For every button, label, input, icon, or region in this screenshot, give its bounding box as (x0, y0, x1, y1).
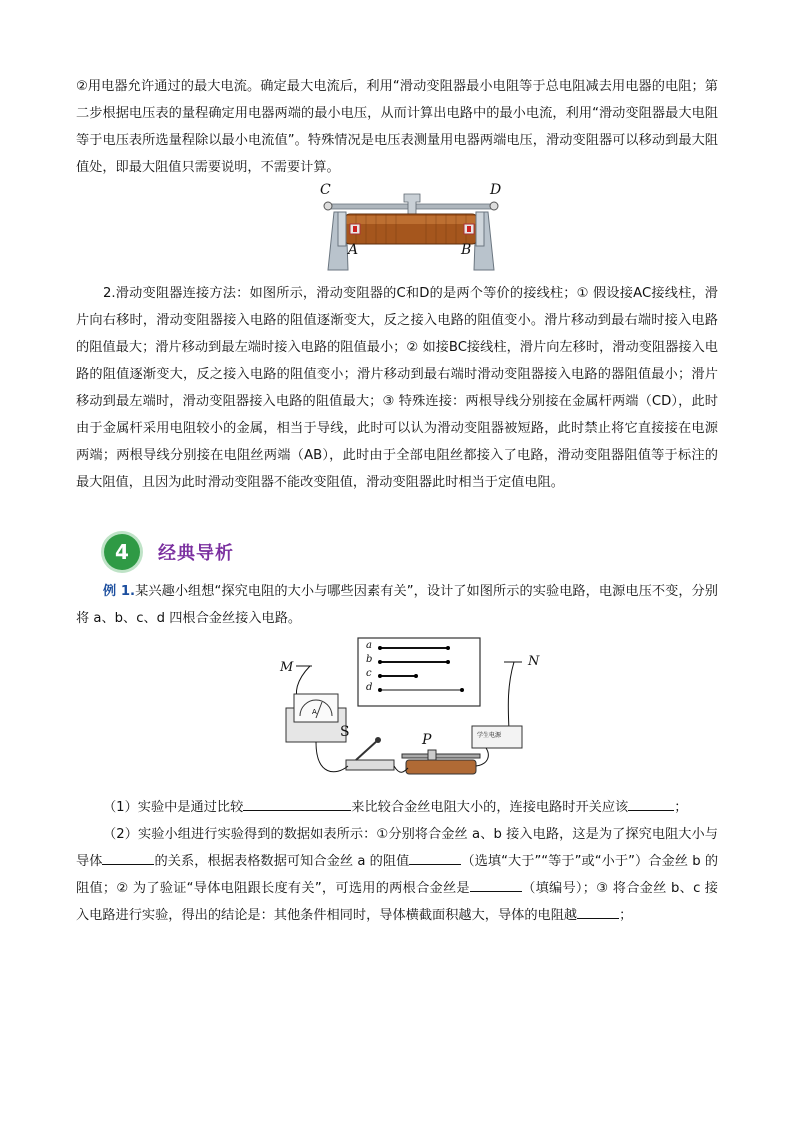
probe-n-label: N (528, 654, 540, 669)
terminal-d-label: D (490, 182, 502, 198)
rheostat-illustration (316, 184, 506, 274)
question-1 (76, 794, 718, 821)
answer-blank-2[interactable] (628, 796, 674, 811)
svg-text:A: A (312, 708, 317, 716)
terminal-c-label: C (320, 182, 331, 198)
question-2-text-d: （填编号）；③ 将合金丝 b、c 接入电路进行实验，得出的结论是：其他条件相同时，导体横截面积越大，导体的电阻越 (76, 881, 718, 923)
answer-blank-4[interactable] (409, 850, 461, 865)
example-label: 例 1. (103, 584, 136, 599)
rheostat-figure (316, 184, 506, 274)
circuit-figure (276, 636, 546, 786)
example-text: 某兴趣小组想“探究电阻的大小与哪些因素有关”，设计了如图所示的实验电路，电源电压不变，分别将 a、b、c、d 四根合金丝接入电路。 (76, 584, 718, 626)
question-2 (76, 821, 718, 929)
connection-method-paragraph (76, 280, 718, 496)
question-1-text-b: 来比较合金丝电阻大小的，连接电路时开关应该 (351, 800, 629, 815)
probe-m-label: M (280, 660, 294, 675)
switch-s-label: S (340, 724, 350, 740)
section-number-badge: 4 (104, 534, 140, 570)
terminal-b-label: B (461, 242, 472, 258)
question-1-text-a: （1）实验中是通过比较 (103, 800, 244, 815)
intro-text: ②用电器允许通过的最大电流。确定最大电流后，利用“滑动变阻器最小电阻等于总电阻减去用电器的电阻；第二步根据电压表的量程确定用电器两端的最小电压，从而计算出电路中的最小电流，利用“滑动变阻器最大电阻等于电压表所选量程除以最小电流值”。特殊情况是电压表测量用电器两端电压，滑动变阻器可以移动到最大阻值处，即最大阻值只需要说明，不需要计算。 (76, 79, 718, 175)
question-2-text-b: 的关系，根据表格数据可知合金丝 a 的阻值 (154, 854, 410, 869)
connection-method-text: 2.滑动变阻器连接方法：如图所示，滑动变阻器的C和D的是两个等价的接线柱；① 假设接AC接线柱，滑片向右移时，滑动变阻器接入电路的阻值逐渐变大，反之接入电路的阻值变小。滑片移动到最右端时接入电路的阻值最大；滑片移动到最左端时接入电路的阻值最小；② 如接BC接线柱，滑片向左移时，滑动变阻器接入电路的阻值逐渐变大，反之接入电路的阻值变小；滑片移动到最右端时滑动变阻器接入电路的器阻值最小；滑片移动到最左端时，滑动变阻器接入电路的阻值最大；③ 特殊连接：两根导线分别接在金属杆两端（CD），此时由于金属杆采用电阻较小的金属，相当于导线，此时可以认为滑动变阻器被短路，此时禁止将它直接接在电源两端；两根导线分别接在电阻丝两端（AB），此时由于全部电阻丝都接入了电路，滑动变阻器阻值等于标注的最大阻值，且因为此时滑动变阻器不能改变阻值，滑动变阻器此时相当于定值电阻。 (76, 286, 718, 490)
section-title: 经典导析 (158, 543, 234, 564)
terminal-a-label: A (348, 242, 359, 258)
question-2-text-e: ； (619, 908, 633, 923)
section-heading (104, 532, 234, 572)
slider-p-label: P (422, 732, 432, 748)
wire-a-label: a (366, 640, 372, 651)
question-1-text-c: ； (674, 800, 688, 815)
answer-blank-6[interactable] (577, 904, 619, 919)
example-paragraph (76, 578, 718, 632)
answer-blank-3[interactable] (102, 850, 154, 865)
wire-c-label: c (366, 668, 372, 679)
question-2-text-c: （选填“大于”“等于”或“小于”）合金丝 b 的阻值；② 为了验证“导体电阻跟长度有关”，可选用的两根合金丝是 (76, 854, 719, 896)
wire-b-label: b (366, 654, 373, 665)
answer-blank-1[interactable] (243, 796, 351, 811)
intro-paragraph (76, 73, 718, 181)
circuit-illustration (276, 636, 546, 786)
power-supply-label: 学生电源 (477, 732, 502, 739)
answer-blank-5[interactable] (470, 877, 522, 892)
question-2-text-a: （2）实验小组进行实验得到的数据如表所示：①分别将合金丝 a、b 接入电路，这是为了探究电阻大小与导体 (76, 827, 718, 869)
wire-d-label: d (366, 682, 373, 693)
